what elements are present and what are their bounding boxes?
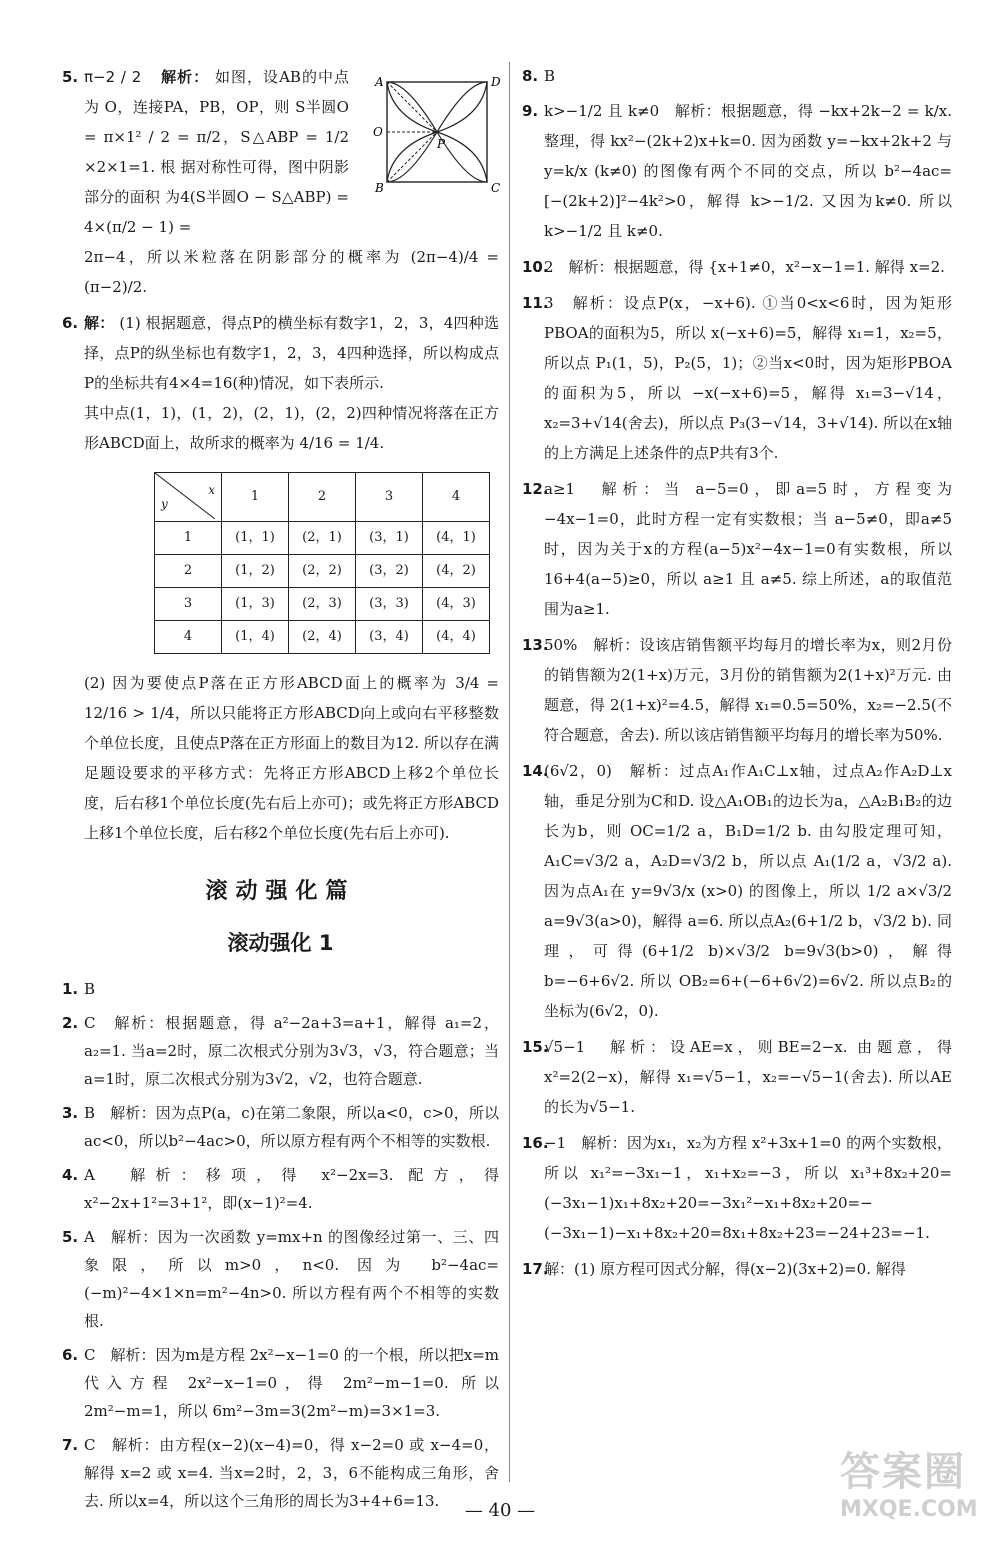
column-divider (509, 62, 510, 1482)
solution-text: (1) 根据题意，得点P的横坐标有数字1，2，3，4四种选择，点P的纵坐标也有数字1，2，3，4四种选择，所以构成点P的坐标共有4×4=16(种)情况，如下表所示. (84, 314, 499, 392)
label-c: C (491, 181, 501, 195)
left-column (62, 62, 499, 1521)
table-row: 2 (1，2) (2，2) (3，2) (4，2) (155, 555, 490, 588)
answer-item-5 (62, 62, 499, 242)
answer-item-13: 13. 50% 解析：设该店销售额平均每月的增长率为x，则2月份的销售额为2(1+x)万元，3月份的销售额为2(1+x)²万元. 由题意，得 2(1+x)²=4.5，解得 x₁=0.5=50%，x₂=−2.5(不符合题意，舍去). 所以该店销售额平均每月的增长率为50%. (522, 636, 952, 744)
answer-item-s5: 5. A 解析：因为一次函数 y=mx+n 的图像经过第一、三、四象限，所以m>0，n<0. 因为 b²−4ac=(−m)²−4×1×n=m²−4n>0. 所以方程有两个不相等的实数根. (62, 1228, 499, 1330)
table-row: 1 (1，1) (2，1) (3，1) (4，1) (155, 522, 490, 555)
analysis-tag: 解析： (161, 68, 210, 86)
answer-item-12: 12. a≥1 解析：当 a−5=0，即a=5时，方程变为 −4x−1=0，此时方程一定有实数根；当 a−5≠0，即a≠5时，因为关于x的方程(a−5)x²−4x−1=0有实数根，所以16+4(a−5)≥0，所以 a≥1 且 a≠5. 综上所述，a的取值范围为a≥1. (522, 480, 952, 618)
sub-title: 滚动强化 1 (227, 931, 334, 955)
analysis-line: 为4(S半圆O − S△ABP) = 4×(π/2 − 1) = (84, 188, 349, 236)
analysis-line: π×1² / 2 = π/2，S△ABP = 1/2 ×2×1=1. 根 (84, 128, 349, 176)
section-title: 滚动强化篇 (205, 879, 356, 904)
solution-text: (2) 因为要使点P落在正方形ABCD面上的概率为 3/4 = 12/16 > 1/4，所以只能将正方形ABCD向上或向右平移整数个单位长度，且使点P落在正方形面上的数目为12. 所以存在满足题设要求的平移方式：先将正方形ABCD上移2个单位长度，后右移1个单位长度(先右后上亦可)；或先将正方形ABCD上移1个单位长度，后右移2个单位长度(先右后上亦可). (84, 674, 499, 842)
answer-item-8: 8. B (522, 67, 556, 85)
answer-item-14: 14. (6√2，0) 解析：过点A₁作A₁C⊥x轴，过点A₂作A₂D⊥x轴，垂足分别为C和D. 设△A₁OB₁的边长为a，△A₂B₁B₂的边长为b，则 OC=1/2 a，B₁D=1/2 b. 由勾股定理可知，A₁C=√3/2 a，A₂D=√3/2 b，所以点 A₁(1/2 a，√3/2 a). 因为点A₁在 y=9√3/x (x>0) 的图像上，所以 1/2 a×√3/2 a=9√3(a>0)，解得 a=6. 所以点A₂(6+1/2 b，√3/2 b). 同理，可得(6+1/2 b)×√3/2 b=9√3(b>0)，解得 b=−6+6√2. 所以 OB₂=6+(−6+6√2)=6√2. 所以点B₂的坐标为(6√2，0). (522, 762, 952, 1020)
page-number: — 40 — (464, 1500, 536, 1521)
solution-text: 其中点(1，1)，(1，2)，(2，1)，(2，2)四种情况将落在正方形ABCD面上，故所求的概率为 4/16 = 1/4. (84, 404, 499, 452)
answer-value: π−2 / 2 (84, 68, 142, 86)
label-o: O (373, 125, 383, 139)
table-row: 3 (1，3) (2，3) (3，3) (4，3) (155, 588, 490, 621)
col-header: 2 (289, 473, 356, 522)
analysis-line: O，连接PA，PB，OP，则 S半圆O = (84, 98, 349, 146)
answer-item-5-cont (62, 242, 499, 302)
col-header: 4 (423, 473, 490, 522)
answer-item-s1: 1. B (62, 980, 96, 998)
solution-tag: 解： (84, 314, 115, 332)
label-a: A (375, 75, 384, 89)
answer-item-15: 15. √5−1 解析：设AE=x，则BE=2−x. 由题意，得 x²=2(2−x)，解得 x₁=√5−1，x₂=−√5−1(舍去). 所以AE的长为√5−1. (522, 1038, 952, 1116)
answer-item-9: 9. k>−1/2 且 k≠0 解析：根据题意，得 −kx+2k−2 = k/x. 整理，得 kx²−(2k+2)x+k=0. 因为函数 y=−kx+2k+2 与 y=k/x (k≠0) 的图像有两个不同的交点，所以 b²−4ac=[−(2k+2)]²−4k²>0，解得 k>−1/2. 又因为k≠0. 所以 k>−1/2 且 k≠0. (522, 102, 952, 240)
col-header: 1 (222, 473, 289, 522)
answer-item-6 (62, 308, 499, 848)
watermark-logo: 答案圈 MXQE.COM (840, 1449, 978, 1522)
y-label: y (161, 497, 168, 511)
item-number: 6. (62, 314, 79, 332)
answer-item-s7: 7. C 解析：由方程(x−2)(x−4)=0，得 x−2=0 或 x−4=0，解得 x=2 或 x=4. 当x=2时，2，3，6不能构成三角形，舍去. 所以x=4，所以这个三角形的周长为3+4+6=13. (62, 1436, 499, 1510)
table-row: 4 (1，4) (2，4) (3，4) (4，4) (155, 621, 490, 654)
answer-item-10: 10. 2 解析：根据题意，得 {x+1≠0，x²−x−1=1. 解得 x=2. (522, 258, 945, 276)
answer-item-s6: 6. C 解析：因为m是方程 2x²−x−1=0 的一个根，所以把x=m代入方程 2x²−x−1=0，得 2m²−m−1=0. 所以 2m²−m=1，所以 6m²−3m=3(2m²−m)=3×1=3. (62, 1346, 499, 1420)
coordinate-table (154, 472, 490, 654)
answer-item-11: 11. 3 解析：设点P(x，−x+6). ①当0<x<6时，因为矩形PBOA的面积为5，所以 x(−x+6)=5，解得 x₁=1，x₂=5，所以点 P₁(1，5)，P₂(5，1)；②当x<0时，因为矩形PBOA的面积为5，所以 −x(−x+6)=5，解得 x₁=3−√14，x₂=3+√14(舍去)，所以点 P₃(3−√14，3+√14). 所以在x轴的上方满足上述条件的点P共有3个. (522, 294, 952, 462)
label-p: P (437, 137, 446, 151)
item-number: 5. (62, 68, 79, 86)
table-corner (155, 473, 222, 522)
answer-item-s4: 4. A 解析：移项，得 x²−2x=3. 配方，得 x²−2x+1²=3+1²，即(x−1)²=4. (62, 1166, 499, 1212)
answer-item-17: 17. 解：(1) 原方程可因式分解，得(x−2)(3x+2)=0. 解得 (522, 1260, 906, 1278)
answer-item-s2: 2. C 解析：根据题意，得 a²−2a+3=a+1，解得 a₁=2，a₂=1. 当a=2时，原二次根式分别为3√3，√3，符合题意；当a=1时，原二次根式分别为3√2，√2，也符合题意. (62, 1014, 499, 1088)
col-header: 3 (356, 473, 423, 522)
answer-item-s3: 3. B 解析：因为点P(a，c)在第二象限，所以a<0，c>0，所以ac<0，所以b²−4ac>0，所以原方程有两个不相等的实数根. (62, 1104, 499, 1150)
right-column (522, 62, 952, 1290)
x-label: x (208, 483, 215, 497)
label-d: D (491, 75, 501, 89)
analysis-line: 据对称性可得，图中阴影部分的面积 (84, 158, 349, 206)
answer-item-16: 16. −1 解析：因为x₁，x₂为方程 x²+3x+1=0 的两个实数根，所以 x₁²=−3x₁−1，x₁+x₂=−3，所以 x₁³+8x₂+20=(−3x₁−1)x₁+8x₂+20=−3x₁²−x₁+8x₂+20=−(−3x₁−1)−x₁+8x₂+20=8x₁+8x₂+23=−24+23=−1. (522, 1134, 952, 1242)
analysis-line: 2π−4，所以米粒落在阴影部分的概率为 (2π−4)/4 = (π−2)/2. (84, 248, 499, 296)
square-petal-figure (367, 72, 507, 202)
label-b: B (375, 181, 384, 195)
analysis-line: 如图，设AB的中点为 (84, 68, 349, 116)
